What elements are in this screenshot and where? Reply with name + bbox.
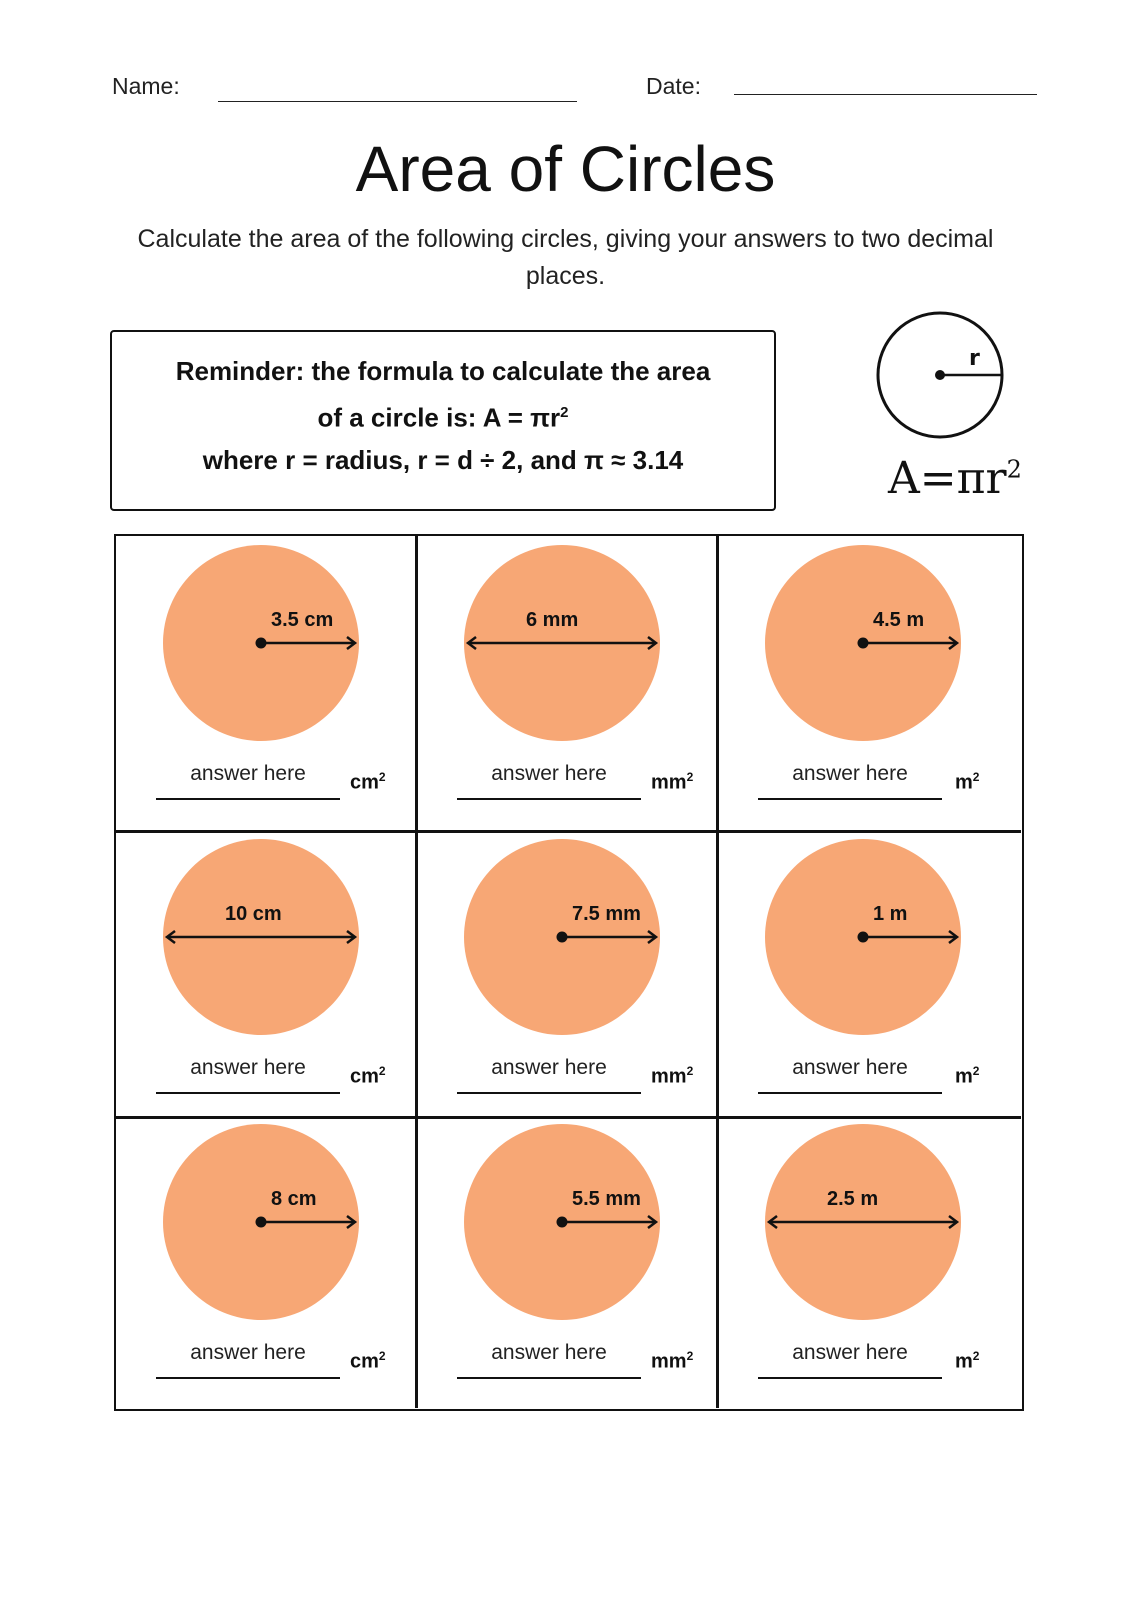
measurement-label: 1 m — [873, 903, 908, 925]
measurement-label: 6 mm — [526, 609, 579, 631]
answer-placeholder[interactable]: answer here — [491, 1341, 607, 1364]
date-label: Date: — [646, 73, 701, 99]
answer-placeholder[interactable]: answer here — [792, 1056, 908, 1079]
measurement-label: 10 cm — [225, 903, 282, 925]
answer-unit: $mm^2$ — [651, 1064, 694, 1088]
instructions-text: Calculate the area of the following circles, giving your answers to two decimal places. — [137, 225, 994, 290]
measurement-label: 4.5 m — [873, 609, 925, 631]
problem-cell-4 — [116, 830, 417, 1117]
answer-line — [457, 1092, 641, 1094]
measurement-label: 8 cm — [271, 1188, 317, 1210]
name-field-line[interactable] — [218, 101, 577, 102]
name-label: Name: — [112, 73, 180, 99]
circle-figure — [718, 830, 1019, 1050]
answer-unit: $m^2$ — [955, 1349, 980, 1373]
formula-handwritten: $A=\pi r^2$ — [888, 453, 1022, 504]
problem-cell-8 — [417, 1115, 718, 1402]
measurement-label: 2.5 m — [827, 1188, 879, 1210]
answer-line — [758, 1092, 942, 1094]
circle-figure — [116, 1115, 417, 1335]
answer-placeholder[interactable]: answer here — [190, 1056, 306, 1079]
answer-line — [156, 798, 340, 800]
circle-figure — [116, 536, 417, 756]
answer-unit: $cm^2$ — [350, 1064, 386, 1088]
measurement-label: 5.5 mm — [572, 1188, 641, 1210]
problem-cell-9 — [718, 1115, 1019, 1402]
answer-line — [758, 1377, 942, 1379]
answer-unit: $cm^2$ — [350, 1349, 386, 1373]
diagram-radius-label: r — [969, 346, 980, 371]
date-field-line[interactable] — [734, 94, 1037, 95]
problem-cell-1 — [116, 536, 417, 823]
answer-placeholder[interactable]: answer here — [792, 762, 908, 785]
answer-unit: $m^2$ — [955, 770, 980, 794]
answer-line — [156, 1092, 340, 1094]
answer-line — [758, 798, 942, 800]
answer-unit: $cm^2$ — [350, 770, 386, 794]
answer-line — [457, 1377, 641, 1379]
reminder-line-2: of a circle is: $A = \pi r^2$ — [317, 402, 569, 433]
answer-placeholder[interactable]: answer here — [190, 1341, 306, 1364]
circle-figure — [718, 536, 1019, 756]
answer-placeholder[interactable]: answer here — [491, 762, 607, 785]
problem-cell-3 — [718, 536, 1019, 823]
measurement-label: 3.5 cm — [271, 609, 334, 631]
answer-unit: $m^2$ — [955, 1064, 980, 1088]
answer-line — [457, 798, 641, 800]
answer-unit: $mm^2$ — [651, 1349, 694, 1373]
answer-line — [156, 1377, 340, 1379]
circle-figure — [417, 830, 718, 1050]
circle-figure — [718, 1115, 1019, 1335]
answer-placeholder[interactable]: answer here — [190, 762, 306, 785]
radius-diagram — [870, 305, 1010, 445]
circle-figure — [116, 830, 417, 1050]
reminder-line-3: where r = radius, r = d ÷ 2, and π ≈ 3.14 — [202, 444, 684, 475]
measurement-label: 7.5 mm — [572, 903, 641, 925]
problem-cell-2 — [417, 536, 718, 823]
answer-placeholder[interactable]: answer here — [491, 1056, 607, 1079]
circle-figure — [417, 536, 718, 756]
answer-placeholder[interactable]: answer here — [792, 1341, 908, 1364]
problem-cell-5 — [417, 830, 718, 1117]
reminder-line-1: Reminder: the formula to calculate the area — [175, 356, 711, 386]
reminder-box — [110, 330, 776, 511]
problem-cell-6 — [718, 830, 1019, 1117]
page-title: Area of Circles — [355, 133, 776, 205]
problem-cell-7 — [116, 1115, 417, 1402]
answer-unit: $mm^2$ — [651, 770, 694, 794]
circle-figure — [417, 1115, 718, 1335]
